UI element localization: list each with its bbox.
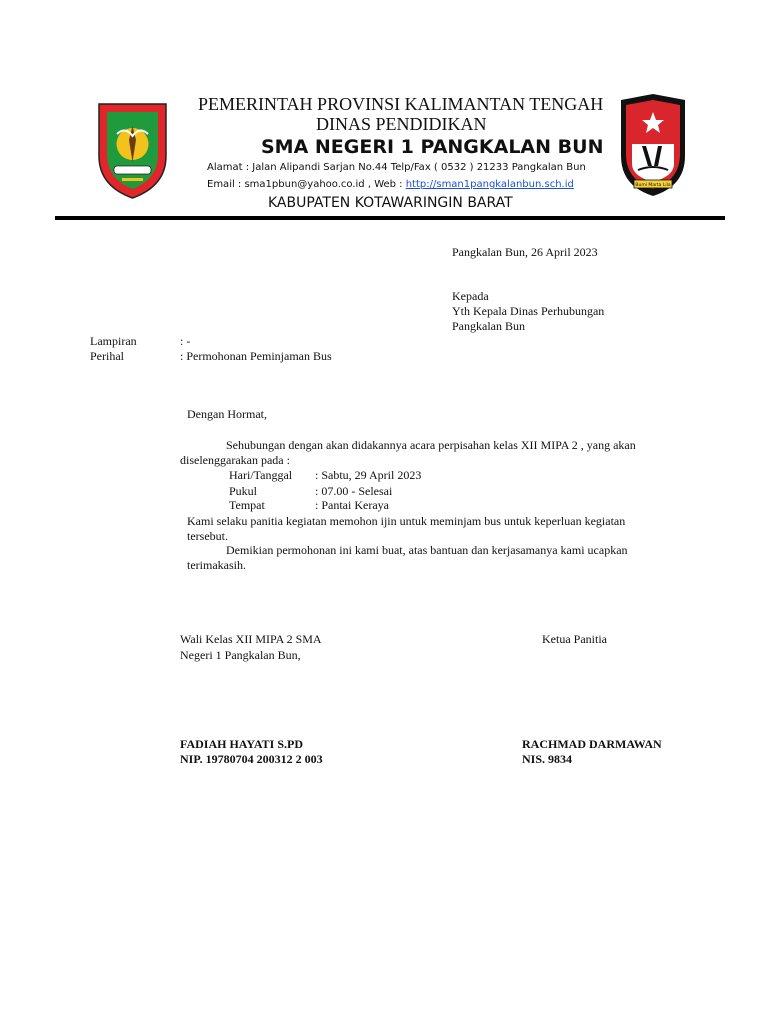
recipient-line: Pangkalan Bun <box>452 319 525 333</box>
province-emblem-icon <box>95 96 170 200</box>
intro-paragraph: Sehubungan dengan akan didakannya acara perpisahan kelas XII MIPA 2 , yang akan <box>226 438 636 452</box>
detail-value: : Sabtu, 29 April 2023 <box>315 468 422 482</box>
closing-paragraph: terimakasih. <box>187 558 246 572</box>
subject-value: : Permohonan Peminjaman Bus <box>180 349 332 363</box>
left-signer-title: Wali Kelas XII MIPA 2 SMA <box>180 632 322 646</box>
detail-value: : 07.00 - Selesai <box>315 484 393 498</box>
contact-email: Email : sma1pbun@yahoo.co.id , Web : <box>207 179 406 190</box>
letter-date: Pangkalan Bun, 26 April 2023 <box>452 245 598 259</box>
right-signer-title: Ketua Panitia <box>542 632 607 646</box>
regency-name: KABUPATEN KOTAWARINGIN BARAT <box>268 195 513 211</box>
government-name: PEMERINTAH PROVINSI KALIMANTAN TENGAH <box>198 94 604 114</box>
right-signer-id: NIS. 9834 <box>522 752 573 766</box>
school-name: SMA NEGERI 1 PANGKALAN BUN <box>261 136 604 158</box>
subject-label: Perihal <box>90 349 124 363</box>
school-address: Alamat : Jalan Alipandi Sarjan No.44 Telp/Fax ( 0532 ) 21233 Pangkalan Bun <box>207 162 586 173</box>
detail-value: : Pantai Keraya <box>315 498 389 512</box>
left-signer-title: Negeri 1 Pangkalan Bun, <box>180 648 301 662</box>
left-signer-name: FADIAH HAYATI S.PD <box>180 737 304 751</box>
attachment-label: Lampiran <box>90 334 137 348</box>
right-signer-name: RACHMAD DARMAWAN <box>522 737 662 751</box>
header-divider <box>55 216 725 220</box>
closing-paragraph: Demikian permohonan ini kami buat, atas bantuan dan kerjasamanya kami ucapkan <box>226 543 628 557</box>
intro-paragraph: diselenggarakan pada : <box>180 453 290 467</box>
emblem-banner-text: Bumi Marta Lila <box>635 183 671 188</box>
greeting: Dengan Hormat, <box>187 407 267 421</box>
recipient-line: Yth Kepala Dinas Perhubungan <box>452 304 605 318</box>
attachment-value: : - <box>180 334 191 348</box>
recipient-line: Kepada <box>452 289 489 303</box>
school-contact <box>207 179 574 190</box>
detail-label: Tempat <box>229 498 265 512</box>
detail-label: Pukul <box>229 484 258 498</box>
request-paragraph: tersebut. <box>187 529 228 543</box>
department-name: DINAS PENDIDIKAN <box>316 114 487 134</box>
regency-emblem-icon <box>618 94 688 198</box>
detail-label: Hari/Tanggal <box>229 468 293 482</box>
left-signer-id: NIP. 19780704 200312 2 003 <box>180 752 323 766</box>
website-link[interactable]: http://sman1pangkalanbun.sch.id <box>405 179 574 190</box>
request-paragraph: Kami selaku panitia kegiatan memohon ijin untuk meminjam bus untuk keperluan kegiatan <box>187 514 626 528</box>
